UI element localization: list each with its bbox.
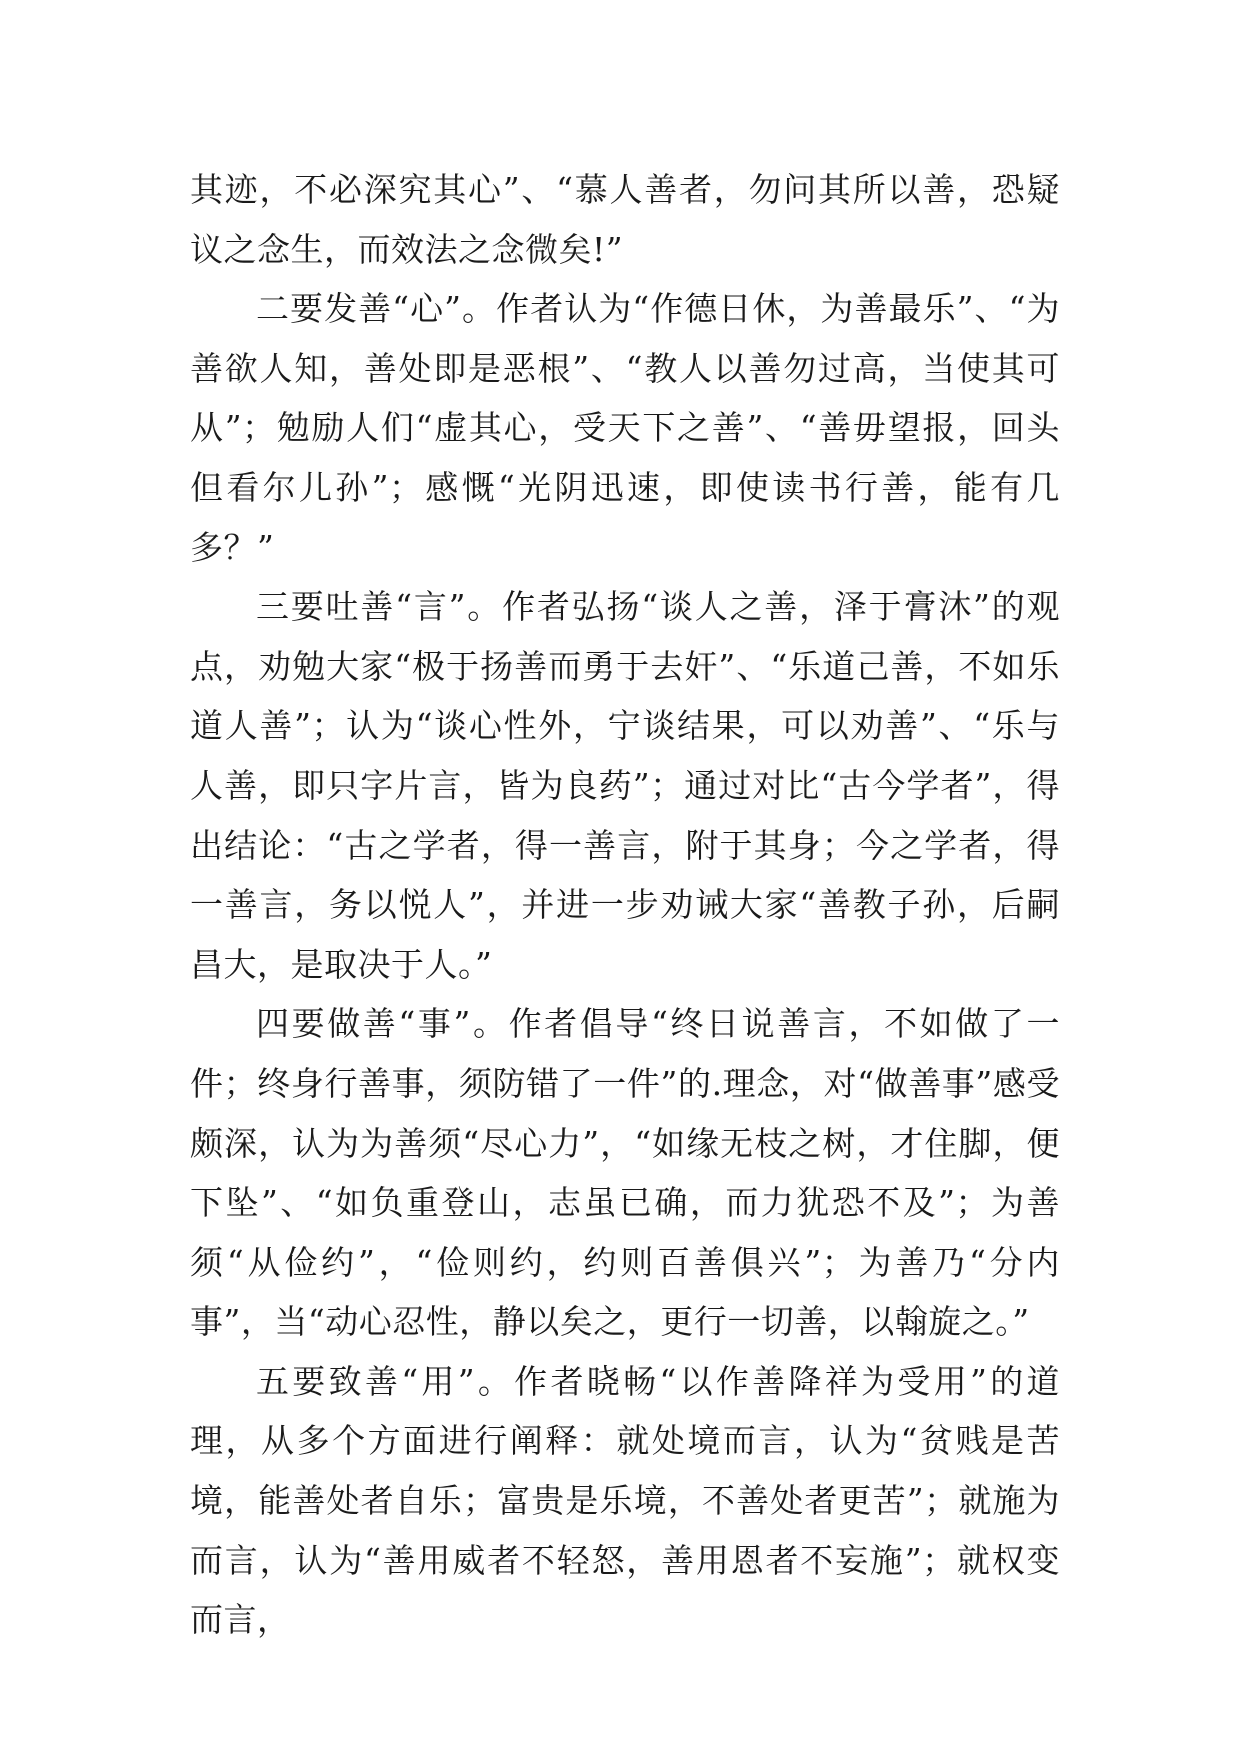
paragraph-4: 四要做善“事”。作者倡导“终日说善言，不如做了一件；终身行善事，须防错了一件”的.理念，对“做善事”感受颇深，认为为善须“尽心力”，“如缘无枝之树，才住脚，便下坠”、“如负重登山，志虽已确，而力犹恐不及”；为善须“从俭约”，“俭则约，约则百善俱兴”；为善乃“分内事”，当“动心忍性，静以矣之，更行一切善，以翰旋之。” xyxy=(190,1004,1060,1342)
paragraph-3: 三要吐善“言”。作者弘扬“谈人之善，泽于膏沐”的观点，劝勉大家“极于扬善而勇于去奸”、“乐道己善，不如乐道人善”；认为“谈心性外，宁谈结果，可以劝善”、“乐与人善，即只字片言，皆为良药”；通过对比“古今学者”，得出结论：“古之学者，得一善言，附于其身；今之学者，得一善言，务以悦人”，并进一步劝诫大家“善教子孙，后嗣昌大，是取决于人。” xyxy=(190,587,1060,984)
paragraph-5: 五要致善“用”。作者晓畅“以作善降祥为受用”的道理，从多个方面进行阐释：就处境而言，认为“贫贱是苦境，能善处者自乐；富贵是乐境，不善处者更苦”；就施为而言，认为“善用威者不轻怒，善用恩者不妄施”；就权变而言， xyxy=(190,1361,1060,1640)
document-body xyxy=(190,160,1060,1650)
paragraph-1: 其迹，不必深究其心”、“慕人善者，勿问其所以善，恐疑议之念生，而效法之念微矣!” xyxy=(190,170,1060,269)
paragraph-2: 二要发善“心”。作者认为“作德日休，为善最乐”、“为善欲人知，善处即是恶根”、“教人以善勿过高，当使其可从”；勉励人们“虚其心，受天下之善”、“善毋望报，回头但看尔儿孙”；感慨“光阴迅速，即使读书行善，能有几多？” xyxy=(190,289,1060,567)
